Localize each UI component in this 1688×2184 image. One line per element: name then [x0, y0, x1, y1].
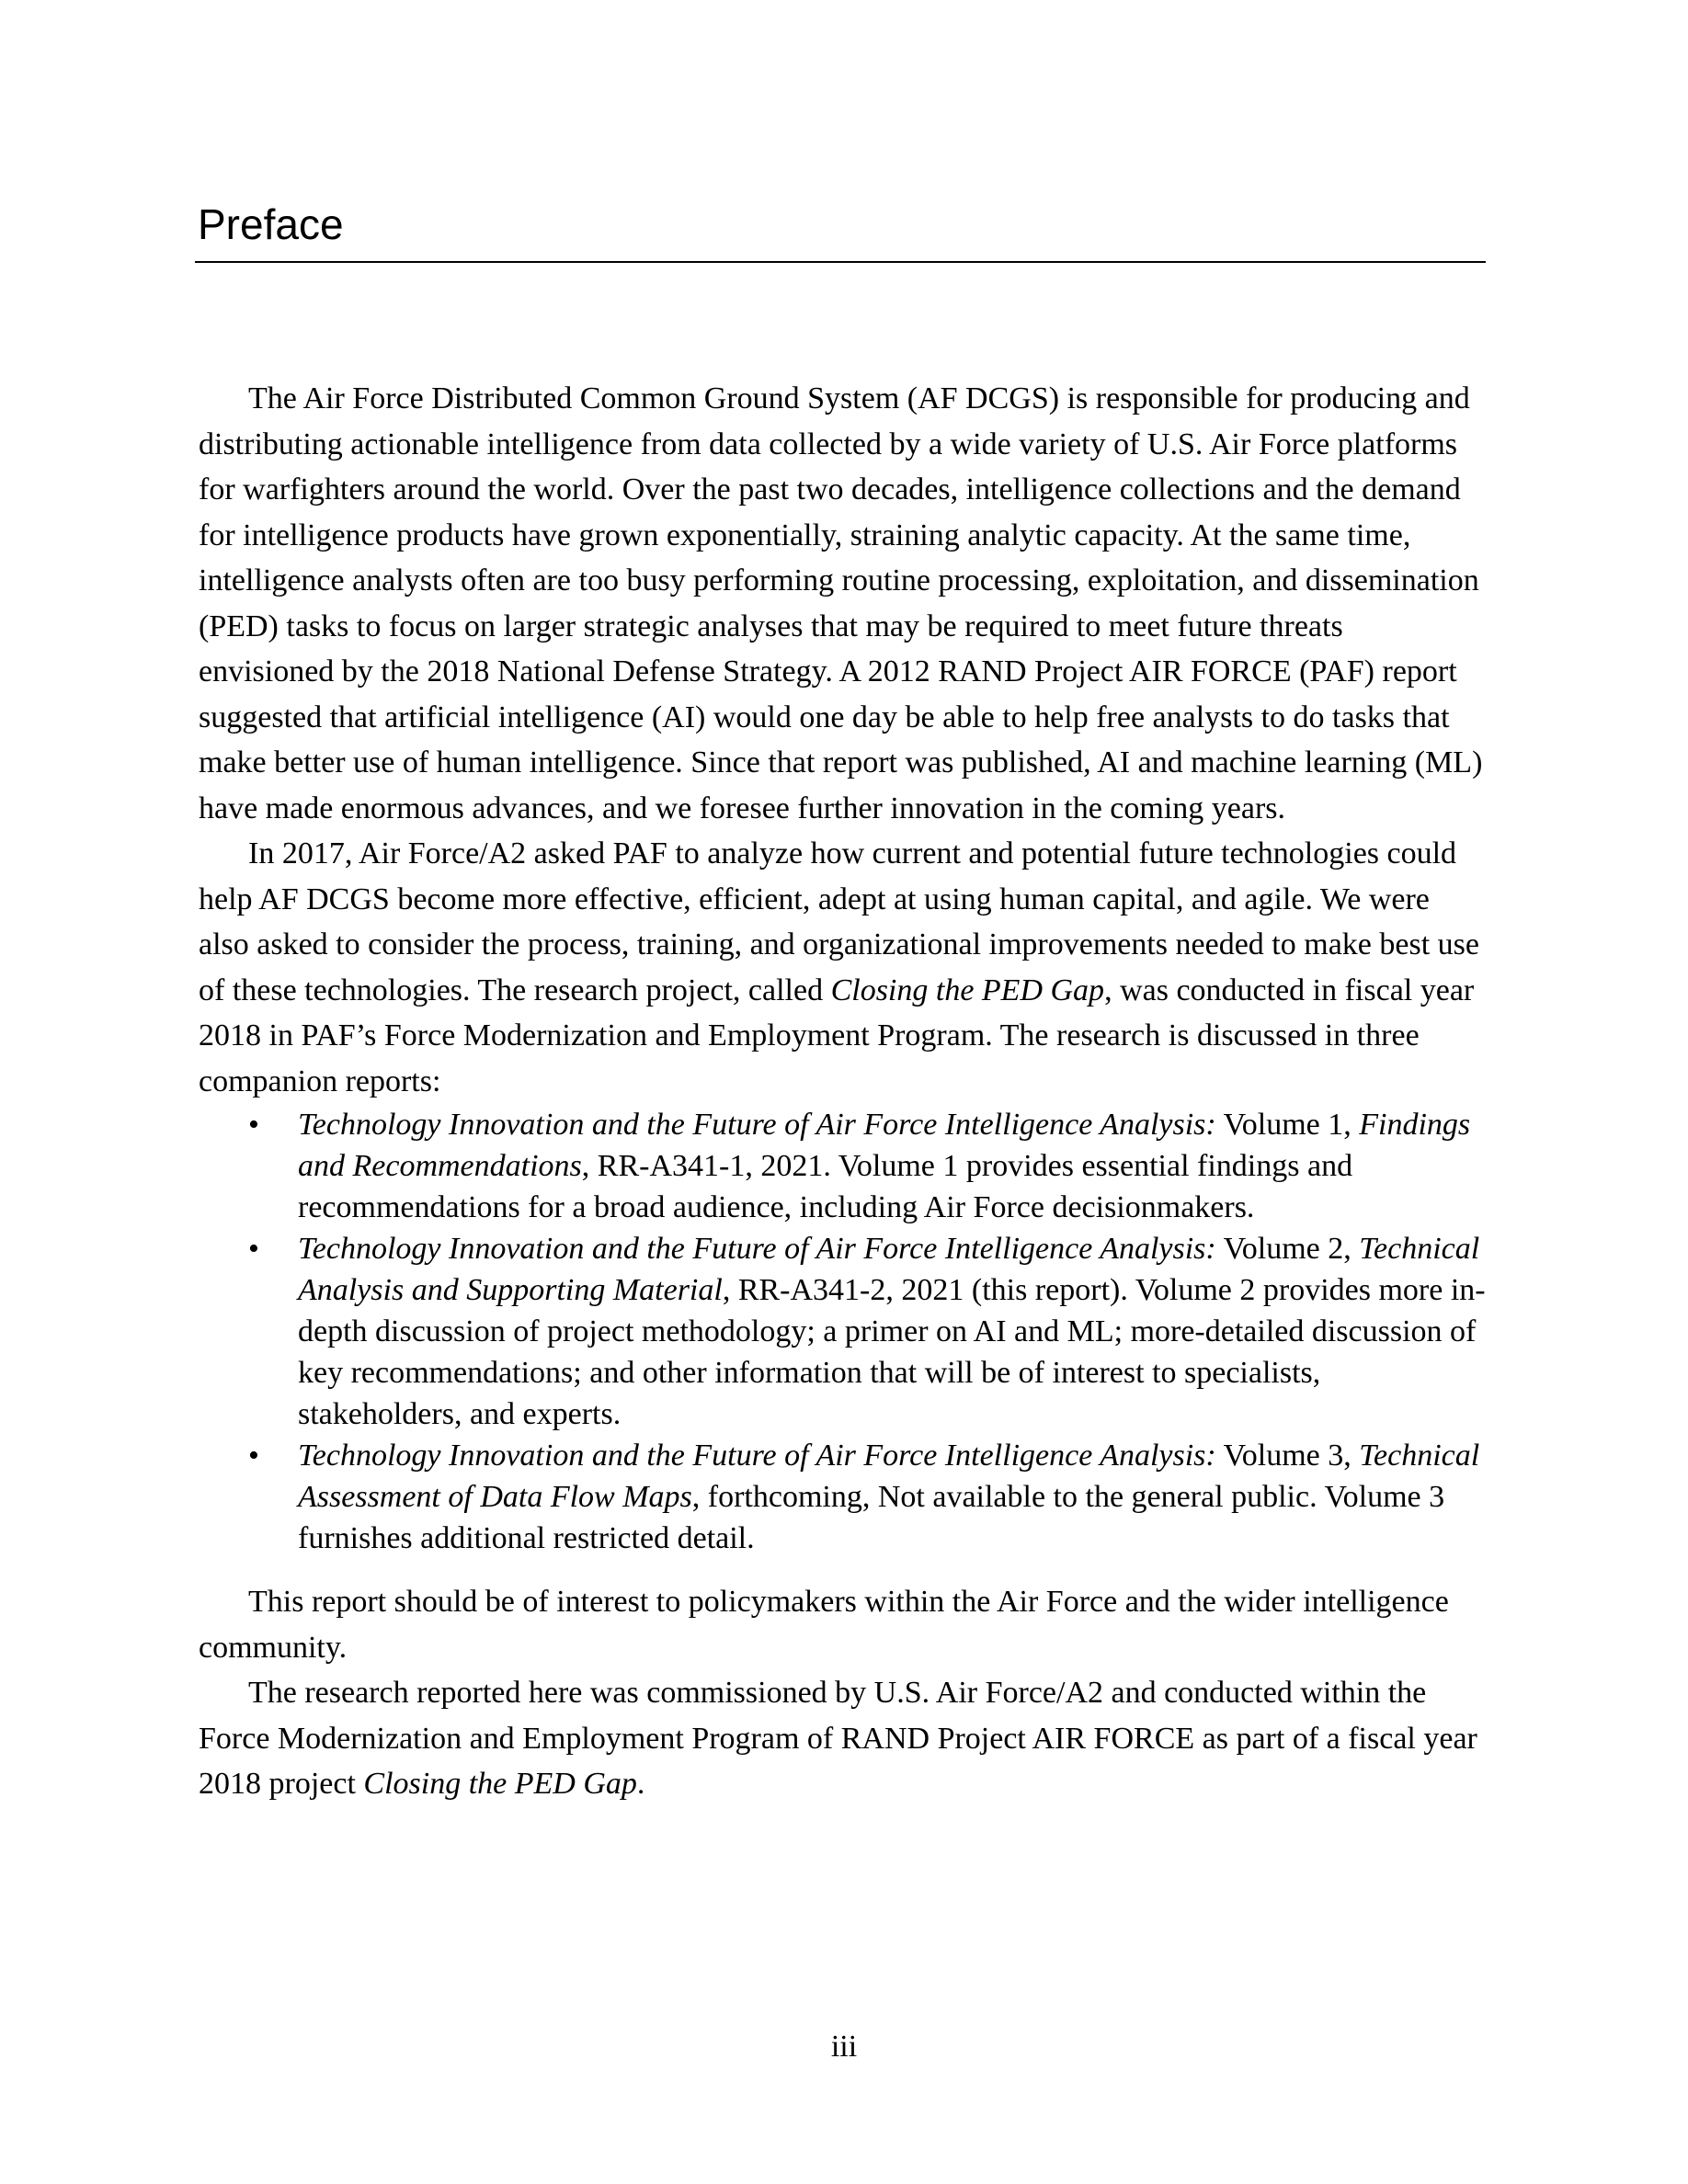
report-series-title: Technology Innovation and the Future of Air Force Intelligence Analysis: — [298, 1439, 1216, 1473]
paragraph-research-request — [199, 831, 1486, 1104]
report-description: , RR-A341-2, 2021 (this report). Volume 2 provides more in-depth discussion of project methodology; a primer on AI and ML; more-detailed discussion of key recommendations; and other information that will be of interest to specialists, stakeholders, and experts. — [298, 1273, 1486, 1431]
paragraph-text: In 2017, Air Force/A2 asked PAF to analyze how current and potential future technologies could help AF DCGS become more effective, efficient, adept at using human capital, and agile. We were also asked to consider the process, training, and organizational improvements needed to make best use of these technologies. The research project, called — [199, 836, 1479, 1007]
project-title: Closing the PED Gap — [830, 973, 1105, 1007]
page-number: iii — [830, 2030, 858, 2064]
bullet-icon: • — [248, 1232, 259, 1266]
project-title: Closing the PED Gap — [363, 1767, 637, 1801]
report-subtitle: Findings and Recommendations — [298, 1108, 1471, 1183]
list-item — [248, 1228, 1486, 1435]
paragraph-text: . — [636, 1767, 645, 1801]
report-series-title: Technology Innovation and the Future of Air Force Intelligence Analysis: — [298, 1232, 1216, 1266]
paragraph-text: The research reported here was commissioned by U.S. Air Force/A2 and conducted within the Force Modernization and Employment Program of RAND Project AIR FORCE as part of a fiscal year 2018 project — [199, 1676, 1477, 1801]
report-description: , RR-A341-1, 2021. Volume 1 provides essential findings and recommendations for a broad audience, including Air Force decisionmakers. — [298, 1149, 1353, 1224]
list-item — [248, 1104, 1486, 1228]
paragraph-intro: The Air Force Distributed Common Ground System (AF DCGS) is responsible for producing and distributing actionable intelligence from data collected by a wide variety of U.S. Air Force platforms for warfighters around the world. Over the past two decades, intelligence collections and the demand for intelligence products have grown exponentially, straining analytic capacity. At the same time, intelligence analysts often are too busy performing routine processing, exploitation, and dissemination (PED) tasks to focus on larger strategic analyses that may be required to meet future threats envisioned by the 2018 National Defense Strategy. A 2012 RAND Project AIR FORCE (PAF) report suggested that artificial intelligence (AI) would one day be able to help free analysts to do tasks that make better use of human intelligence. Since that report was published, AI and machine learning (ML) have made enormous advances, and we foresee further innovation in the coming years. — [199, 381, 1483, 825]
report-volume: Volume 2, — [1215, 1232, 1352, 1266]
list-spacer — [199, 1559, 1486, 1579]
bullet-icon: • — [248, 1108, 259, 1142]
paragraph-audience: This report should be of interest to policymakers within the Air Force and the wider intelligence community. — [199, 1585, 1449, 1665]
page-title: Preface — [198, 200, 344, 248]
report-subtitle: Technical Analysis and Supporting Material — [298, 1232, 1480, 1307]
report-subtitle: Technical Assessment of Data Flow Maps — [298, 1439, 1480, 1514]
report-volume: Volume 3, — [1215, 1439, 1352, 1473]
heading-rule — [195, 261, 1486, 263]
report-volume: Volume 1, — [1215, 1108, 1352, 1142]
body-text — [199, 376, 1486, 1807]
paragraph-sponsorship — [199, 1670, 1486, 1807]
paragraph-text: , was conducted in fiscal year 2018 in PAF’s Force Modernization and Employment Program. The research is discussed in three companion reports: — [199, 973, 1475, 1098]
companion-report-list — [199, 1104, 1486, 1559]
report-series-title: Technology Innovation and the Future of Air Force Intelligence Analysis: — [298, 1108, 1216, 1142]
list-item — [248, 1435, 1486, 1559]
report-description: , forthcoming, Not available to the general public. Volume 3 furnishes additional restricted detail. — [298, 1480, 1445, 1555]
bullet-icon: • — [248, 1439, 259, 1473]
